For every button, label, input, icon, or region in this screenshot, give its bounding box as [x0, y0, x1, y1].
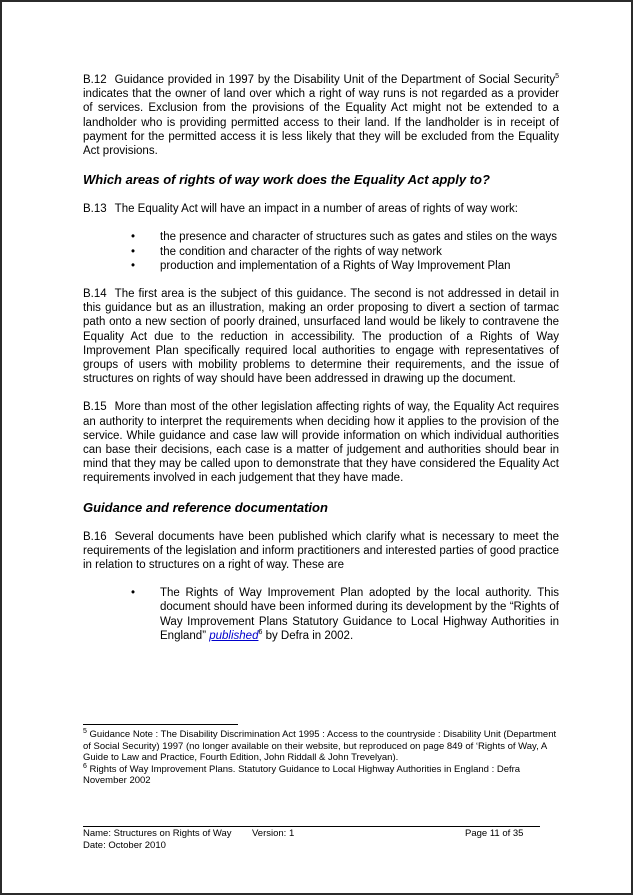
- list-item-text: by Defra in 2002.: [262, 629, 354, 642]
- paragraph-number: B.12: [83, 74, 107, 86]
- bullet-icon: •: [131, 259, 136, 272]
- list-item: [83, 586, 559, 643]
- paragraph-number: B.14: [83, 288, 107, 301]
- footer-version: Version: 1: [252, 828, 295, 839]
- footnote-text: Rights of Way Improvement Plans. Statutory Guidance to Local Highway Authorities in England : Defra November 2002: [83, 763, 521, 787]
- paragraph-b16: [83, 530, 559, 573]
- footnote-ref-5[interactable]: 5: [555, 73, 559, 81]
- paragraph-number: B.15: [83, 401, 107, 414]
- bullet-icon: •: [131, 245, 136, 258]
- bullet-list-b16: [83, 586, 559, 643]
- bullet-icon: •: [131, 587, 136, 600]
- footer-page-number: Page 11 of 35: [465, 828, 524, 839]
- paragraph-b13: [83, 202, 559, 216]
- page-footer: [83, 828, 540, 852]
- footnote-separator: [83, 724, 238, 725]
- paragraph-text: Several documents have been published which clarify what is necessary to meet the requirements of the legislation and inform practitioners and interested parties of good practice in relation to structures on a right of way. These are: [83, 530, 559, 572]
- footer-row: [83, 840, 540, 852]
- footnote-text: Guidance Note : The Disability Discrimination Act 1995 : Access to the countryside : Disability Unit (Department of Social Security) 1997 (no longer available on their website, but reproduced on page 849 of ‘Rights of Way, A Guide to Law and Practice, Fourth Edition, John Riddall & John Trevelyan).: [83, 729, 557, 764]
- page-body: [83, 73, 559, 657]
- footnote-number: 5: [83, 727, 87, 735]
- bullet-icon: •: [131, 231, 136, 244]
- list-item-text: The Rights of Way Improvement Plan adopted by the local authority. This document should have been informed during its development by the “Rights of Way Improvement Plans Statutory Guidance to Local Highway Authorities in England”: [160, 587, 559, 642]
- footnote-ref-6[interactable]: 6: [258, 629, 263, 637]
- paragraph-text: indicates that the owner of land over which a right of way runs is not regarded as a provider of services. Exclusion from the provisions of the Equality Act might not be extended to a landholder who is providing permitted access to their land. If the landholder is in receipt of payment for the permitted access it is less likely that they will be excluded from the Equality Act provisions.: [83, 88, 559, 158]
- paragraph-b15: [83, 400, 559, 485]
- paragraph-text: Guidance provided in 1997 by the Disability Unit of the Department of Social Security: [114, 74, 556, 86]
- paragraph-b14: [83, 287, 559, 386]
- list-item: [83, 245, 559, 259]
- footnotes: [83, 729, 561, 787]
- section-heading-guidance: Guidance and reference documentation: [83, 499, 328, 515]
- footnote-6: [83, 764, 561, 787]
- footer-date: Date: October 2010: [83, 840, 166, 851]
- list-item-text: production and implementation of a Rights of Way Improvement Plan: [160, 259, 511, 272]
- footer-document-name: Name: Structures on Rights of Way: [83, 828, 232, 839]
- paragraph-text: More than most of the other legislation affecting rights of way, the Equality Act requires an authority to interpret the requirements when deciding how it applies to the provision of the service. While guidance and case law will provide information on which individual authorities can base their decisions, each case is a matter of judgement and authorities should bear in mind that they may be called upon to demonstrate that they have considered the Equality Act requirements involved in each judgement that they have made.: [83, 401, 559, 485]
- paragraph-b12: [83, 73, 559, 158]
- published-link[interactable]: published: [209, 629, 259, 642]
- bullet-list-b13: [83, 230, 559, 273]
- list-item-text: the condition and character of the rights of way network: [160, 245, 442, 258]
- list-item-text: the presence and character of structures such as gates and stiles on the ways: [160, 231, 557, 244]
- section-heading-equality-act-areas: Which areas of rights of way work does the Equality Act apply to?: [83, 172, 490, 188]
- footnote-5: [83, 729, 561, 764]
- footer-row: [83, 828, 540, 840]
- list-item: [83, 259, 559, 273]
- footnote-number: 6: [83, 762, 87, 770]
- paragraph-number: B.13: [83, 203, 107, 216]
- footer-separator: [83, 826, 540, 827]
- list-item: [83, 230, 559, 244]
- paragraph-text: The first area is the subject of this guidance. The second is not addressed in detail in this guidance but as an illustration, making an order proposing to divert a section of tarmac path onto a new section of poorly drained, unsurfaced land would be likely to contravene the Equality Act due to the reduction in accessibility. The production of a Rights of Way Improvement Plan specifically required local authorities to engage with representatives of groups of users with mobility problems to determine their requirements, and the issue of structures on rights of way should have been addressed in drawing up the document.: [83, 288, 559, 386]
- paragraph-number: B.16: [83, 530, 107, 543]
- paragraph-text: The Equality Act will have an impact in a number of areas of rights of way work:: [114, 203, 518, 216]
